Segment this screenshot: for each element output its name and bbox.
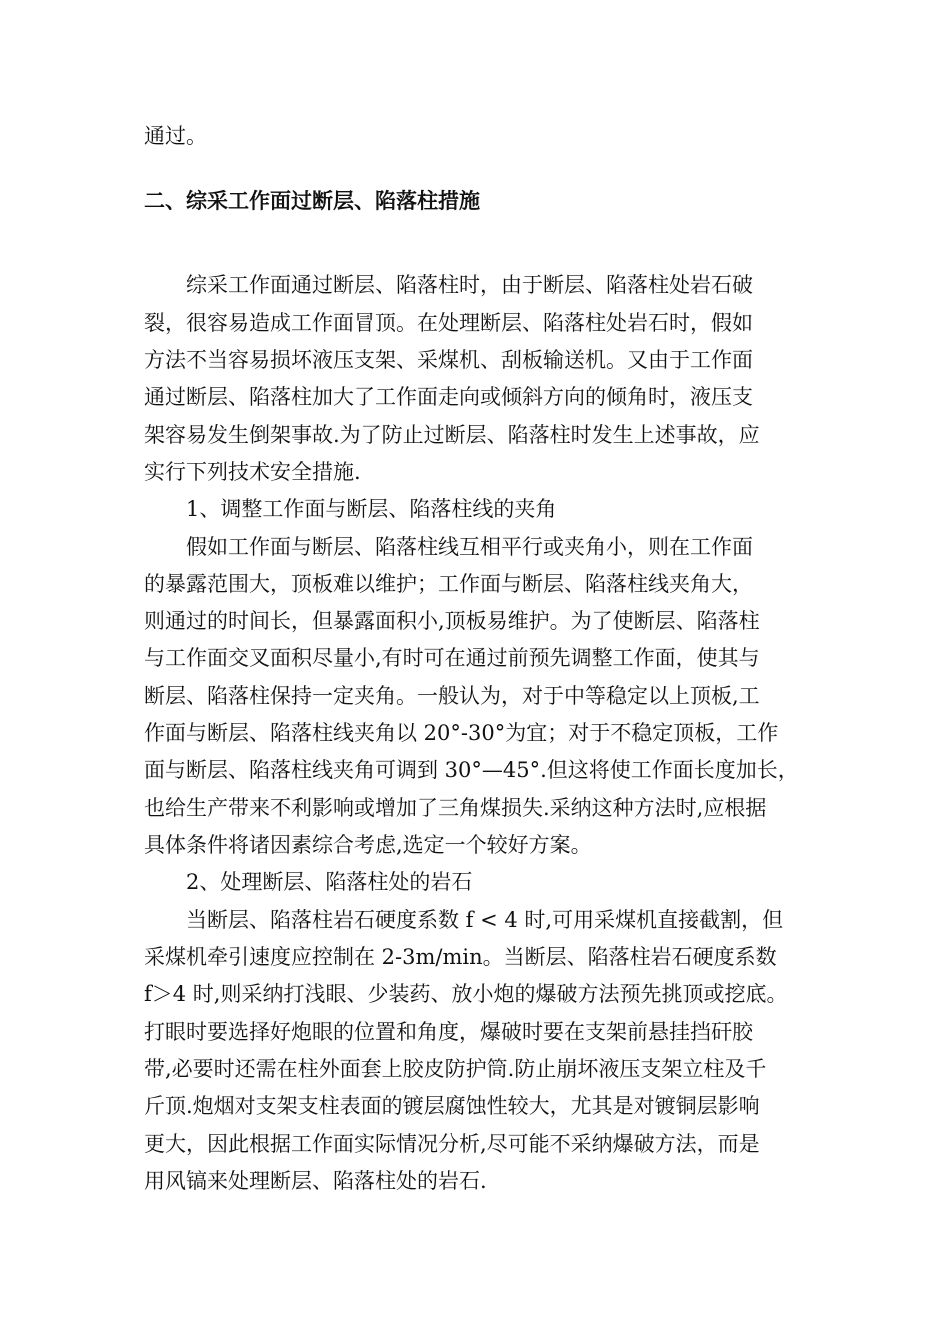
paragraph-2-line-8: 用风镐来处理断层、陷落柱处的岩石. bbox=[144, 1169, 487, 1193]
paragraph-2-line-3: f＞4 时,则采纳打浅眼、少装药、放小炮的爆破方法预先挑顶或挖底。 bbox=[144, 982, 788, 1006]
paragraph-main-line-3: 方法不当容易损坏液压支架、采煤机、刮板输送机。又由于工作面 bbox=[144, 348, 753, 372]
paragraph-1-line-2: 的暴露范围大，顶板难以维护；工作面与断层、陷落柱线夹角大， bbox=[144, 572, 753, 596]
paragraph-1-line-8: 也给生产带来不利影响或增加了三角煤损失.采纳这种方法时,应根据 bbox=[144, 796, 767, 820]
paragraph-main-line-1: 综采工作面通过断层、陷落柱时，由于断层、陷落柱处岩石破 bbox=[186, 273, 753, 297]
paragraph-2-line-1: 当断层、陷落柱岩石硬度系数 f < 4 时,可用采煤机直接截割，但 bbox=[186, 908, 784, 932]
sub-heading-2: 2、处理断层、陷落柱处的岩石 bbox=[186, 870, 473, 894]
section-heading: 二、综采工作面过断层、陷落柱措施 bbox=[144, 189, 480, 213]
paragraph-2-line-5: 带,必要时还需在柱外面套上胶皮防护筒.防止崩坏液压支架立柱及千 bbox=[144, 1057, 767, 1081]
paragraph-main-line-2: 裂，很容易造成工作面冒顶。在处理断层、陷落柱处岩石时，假如 bbox=[144, 311, 753, 335]
paragraph-1-line-1: 假如工作面与断层、陷落柱线互相平行或夹角小，则在工作面 bbox=[186, 535, 753, 559]
paragraph-2-line-4: 打眼时要选择好炮眼的位置和角度，爆破时要在支架前悬挂挡矸胶 bbox=[144, 1020, 753, 1044]
paragraph-1-line-4: 与工作面交叉面积尽量小,有时可在通过前预先调整工作面，使其与 bbox=[144, 646, 760, 670]
sub-heading-1: 1、调整工作面与断层、陷落柱线的夹角 bbox=[186, 497, 557, 521]
paragraph-2-line-6: 斤顶.炮烟对支架支柱表面的镀层腐蚀性较大，尤其是对镀铜层影响 bbox=[144, 1094, 760, 1118]
paragraph-2-line-2: 采煤机牵引速度应控制在 2-3m/min。当断层、陷落柱岩石硬度系数 bbox=[144, 945, 777, 969]
intro-line: 通过。 bbox=[144, 124, 207, 148]
paragraph-main-line-4: 通过断层、陷落柱加大了工作面走向或倾斜方向的倾角时，液压支 bbox=[144, 385, 753, 409]
paragraph-1-line-7: 面与断层、陷落柱线夹角可调到 30°—45°.但这将使工作面长度加长， bbox=[144, 758, 799, 782]
paragraph-1-line-6: 作面与断层、陷落柱线夹角以 20°-30°为宜；对于不稳定顶板，工作 bbox=[144, 721, 779, 745]
paragraph-1-line-9: 具体条件将诸因素综合考虑,选定一个较好方案。 bbox=[144, 833, 592, 857]
paragraph-1-line-3: 则通过的时间长，但暴露面积小,顶板易维护。为了使断层、陷落柱 bbox=[144, 609, 760, 633]
paragraph-main-line-5: 架容易发生倒架事故.为了防止过断层、陷落柱时发生上述事故，应 bbox=[144, 423, 760, 447]
paragraph-2-line-7: 更大，因此根据工作面实际情况分析,尽可能不采纳爆破方法，而是 bbox=[144, 1132, 760, 1156]
paragraph-1-line-5: 断层、陷落柱保持一定夹角。一般认为，对于中等稳定以上顶板,工 bbox=[144, 684, 760, 708]
paragraph-main-line-6: 实行下列技术安全措施. bbox=[144, 460, 361, 484]
